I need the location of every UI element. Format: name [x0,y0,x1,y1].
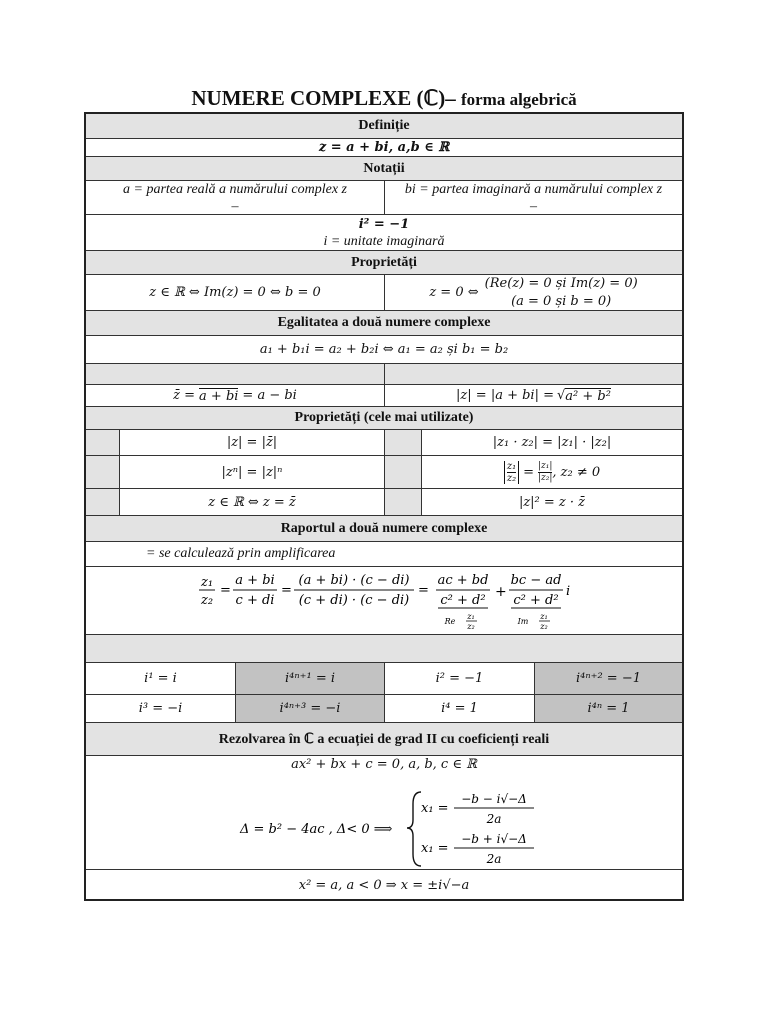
notation-parts-row [86,180,682,214]
section-title: Raportul a două numere complexe [280,520,488,536]
property-text: |zⁿ| = |z|ⁿ [221,464,283,480]
power-cell-general: i⁴ⁿ⁺² = −1 [534,663,682,694]
im-arg-den: z₂ [540,622,548,631]
section-title: Proprietăți [351,254,417,270]
im-label: Im [517,617,529,626]
equals-sign: = [523,464,534,480]
section-header-definitie [86,114,682,138]
equals-sign: = [418,583,429,598]
power-cell-general: i⁴ⁿ⁺³ = −i [235,695,384,722]
title-subtitle: forma algebrică [460,90,577,109]
quotient-fraction [538,461,552,484]
section-title: Definiție [358,118,410,133]
imag-part-text: bi = partea imaginară a numărului complex z [404,181,663,197]
row-marker [86,489,119,515]
fraction-condition: , z₂ ≠ 0 [552,464,601,480]
equals-sign: = [281,583,292,598]
dash: – [530,198,537,214]
fraction-numerator: z₁ [506,460,517,472]
ratio-tail-i: i [566,584,571,599]
i-squared-formula: i² = −1 [358,216,410,232]
properties-row [86,274,682,310]
ratio-f1-den: c + di [235,593,275,608]
modulus-lhs: |z| = |a + bi| = [456,388,554,403]
equality-row [86,335,682,363]
power-cell: i⁴ = 1 [384,695,534,722]
ratio-f2-num: (a + bi) · (c − di) [298,573,410,588]
property-row [86,429,682,455]
x-denominator: 2a [486,852,502,866]
real-part-text: a = partea reală a numărului complex z [123,181,347,197]
ratio-lhs-num: z₁ [200,575,214,590]
re-arg-num: z₁ [467,612,475,621]
modulus-radicand: a² + b² [565,388,611,404]
band-divider [384,364,385,384]
plus-sign: + [495,584,507,600]
ratio-f1-num: a + bi [235,573,275,588]
equality-formula: a₁ + b₁i = a₂ + b₂i ⇔ a₁ = a₂ și b₁ = b₂ [259,342,509,357]
property-row [86,455,682,488]
conjugate-lhs: z̄ = [173,388,196,403]
ratio-rule: = se calculează prin amplificarea [146,546,336,561]
zero-condition-cases [485,275,638,311]
section-header-proprietati [86,250,682,274]
property-right-fraction [421,456,682,488]
powers-row [86,662,682,694]
property-left [119,456,384,488]
quadratic-solution [86,756,682,868]
blank-band [86,363,682,384]
x-denominator: 2a [486,812,502,826]
x2-label: x₁ = [421,841,449,856]
fraction-denominator: |z₂| [538,472,553,483]
blank-band [86,634,682,662]
re-arg-den: z₂ [467,622,475,631]
property-right [421,430,682,455]
row-marker [86,430,119,455]
section-header-proprietati-utilizate [86,406,682,429]
row-marker [384,489,421,515]
quadratic-equation: ax² + bx + c = 0, a, b, c ∈ ℝ [291,757,477,772]
formula-sheet [84,112,684,901]
property-text: |z₁ · z₂| = |z₁| · |z₂| [492,435,612,450]
row-marker [384,456,421,488]
power-cell: i² = −1 [384,663,534,694]
property-left [119,430,384,455]
power-cell: i³ = −i [138,701,183,716]
imaginary-unit-cell [86,215,682,250]
special-case-row [86,869,682,901]
ratio-formula [86,567,682,635]
ratio-lhs-den: z₂ [200,593,214,608]
real-condition-cell [86,275,384,310]
power-cell: i¹ = i [144,671,177,686]
conjugate-modulus-row [86,384,682,406]
row-marker [384,430,421,455]
title-main: NUMERE COMPLEXE (ℂ)– [191,86,456,110]
conjugate-rhs: = a − bi [242,388,297,403]
delta-condition: Δ = b² − 4ac , Δ< 0 ⟹ [240,822,393,837]
ratio-f3-den: c² + d² [440,593,486,608]
section-header-notatii [86,156,682,180]
modulus-fraction [504,461,519,484]
imag-part-cell [384,181,682,214]
property-right [421,489,682,515]
x2-numerator: −b + i√−Δ [461,832,527,846]
re-label: Re [444,617,456,626]
conjugate-cell [86,385,384,406]
section-header-egalitate [86,310,682,335]
imaginary-unit-text: i = unitate imaginară [323,233,445,249]
property-text: |z|² = z · z̄ [518,494,586,510]
ratio-f2-den: (c + di) · (c − di) [298,593,410,608]
real-part-cell [86,181,384,214]
x1-label: x₁ = [421,801,449,816]
power-cell-general: i⁴ⁿ = 1 [534,695,682,722]
dash: – [231,198,239,214]
section-title: Notații [363,160,405,176]
property-row [86,488,682,515]
ratio-formula-row [86,566,682,634]
ratio-f4-num: bc − ad [510,573,562,588]
conjugate-overlined: a + bi [199,388,239,404]
powers-row [86,694,682,722]
quadratic-row [86,755,682,869]
definition-row [86,138,682,156]
im-arg-num: z₁ [540,612,548,621]
zero-case-2: (a = 0 și b = 0) [511,293,612,309]
definition-formula: z = a + bi, a,b ∈ ℝ [318,140,450,155]
section-title: Egalitatea a două numere complexe [277,315,491,330]
ratio-f4-den: c² + d² [513,593,559,608]
real-condition: z ∈ ℝ ⇔ Im(z) = 0 ⇔ b = 0 [149,285,321,300]
section-title: Proprietăți (cele mai utilizate) [294,410,474,425]
zero-case-1: (Re(z) = 0 și Im(z) = 0) [484,275,638,291]
left-brace-icon [407,792,421,866]
section-title: Rezolvarea în ℂ a ecuației de grad II cu coeficienți reali [218,731,550,747]
imaginary-unit-row [86,214,682,250]
power-cell-general: i⁴ⁿ⁺¹ = i [235,663,384,694]
sqrt-sign-icon: √ [557,388,566,403]
fraction-denominator: z₂ [506,472,517,484]
modulus-cell [384,385,682,406]
property-text: z ∈ ℝ ⇔ z = z̄ [208,494,296,510]
ratio-rule-row [86,541,682,566]
x1-numerator: −b − i√−Δ [461,792,527,806]
property-left [119,489,384,515]
section-header-rezolvare [86,722,682,755]
equals-sign: = [220,583,231,598]
zero-condition-cell [384,275,682,310]
special-case-formula: x² = a, a < 0 ⇒ x = ±i√−a [298,878,470,893]
zero-condition-prefix: z = 0 ⇔ [429,285,479,300]
property-text: |z| = |z̄| [226,435,278,450]
section-header-raport [86,515,682,541]
ratio-f3-num: ac + bd [437,573,489,588]
fraction-numerator: |z₁| [538,460,553,471]
page-title [0,86,768,111]
row-marker [86,456,119,488]
